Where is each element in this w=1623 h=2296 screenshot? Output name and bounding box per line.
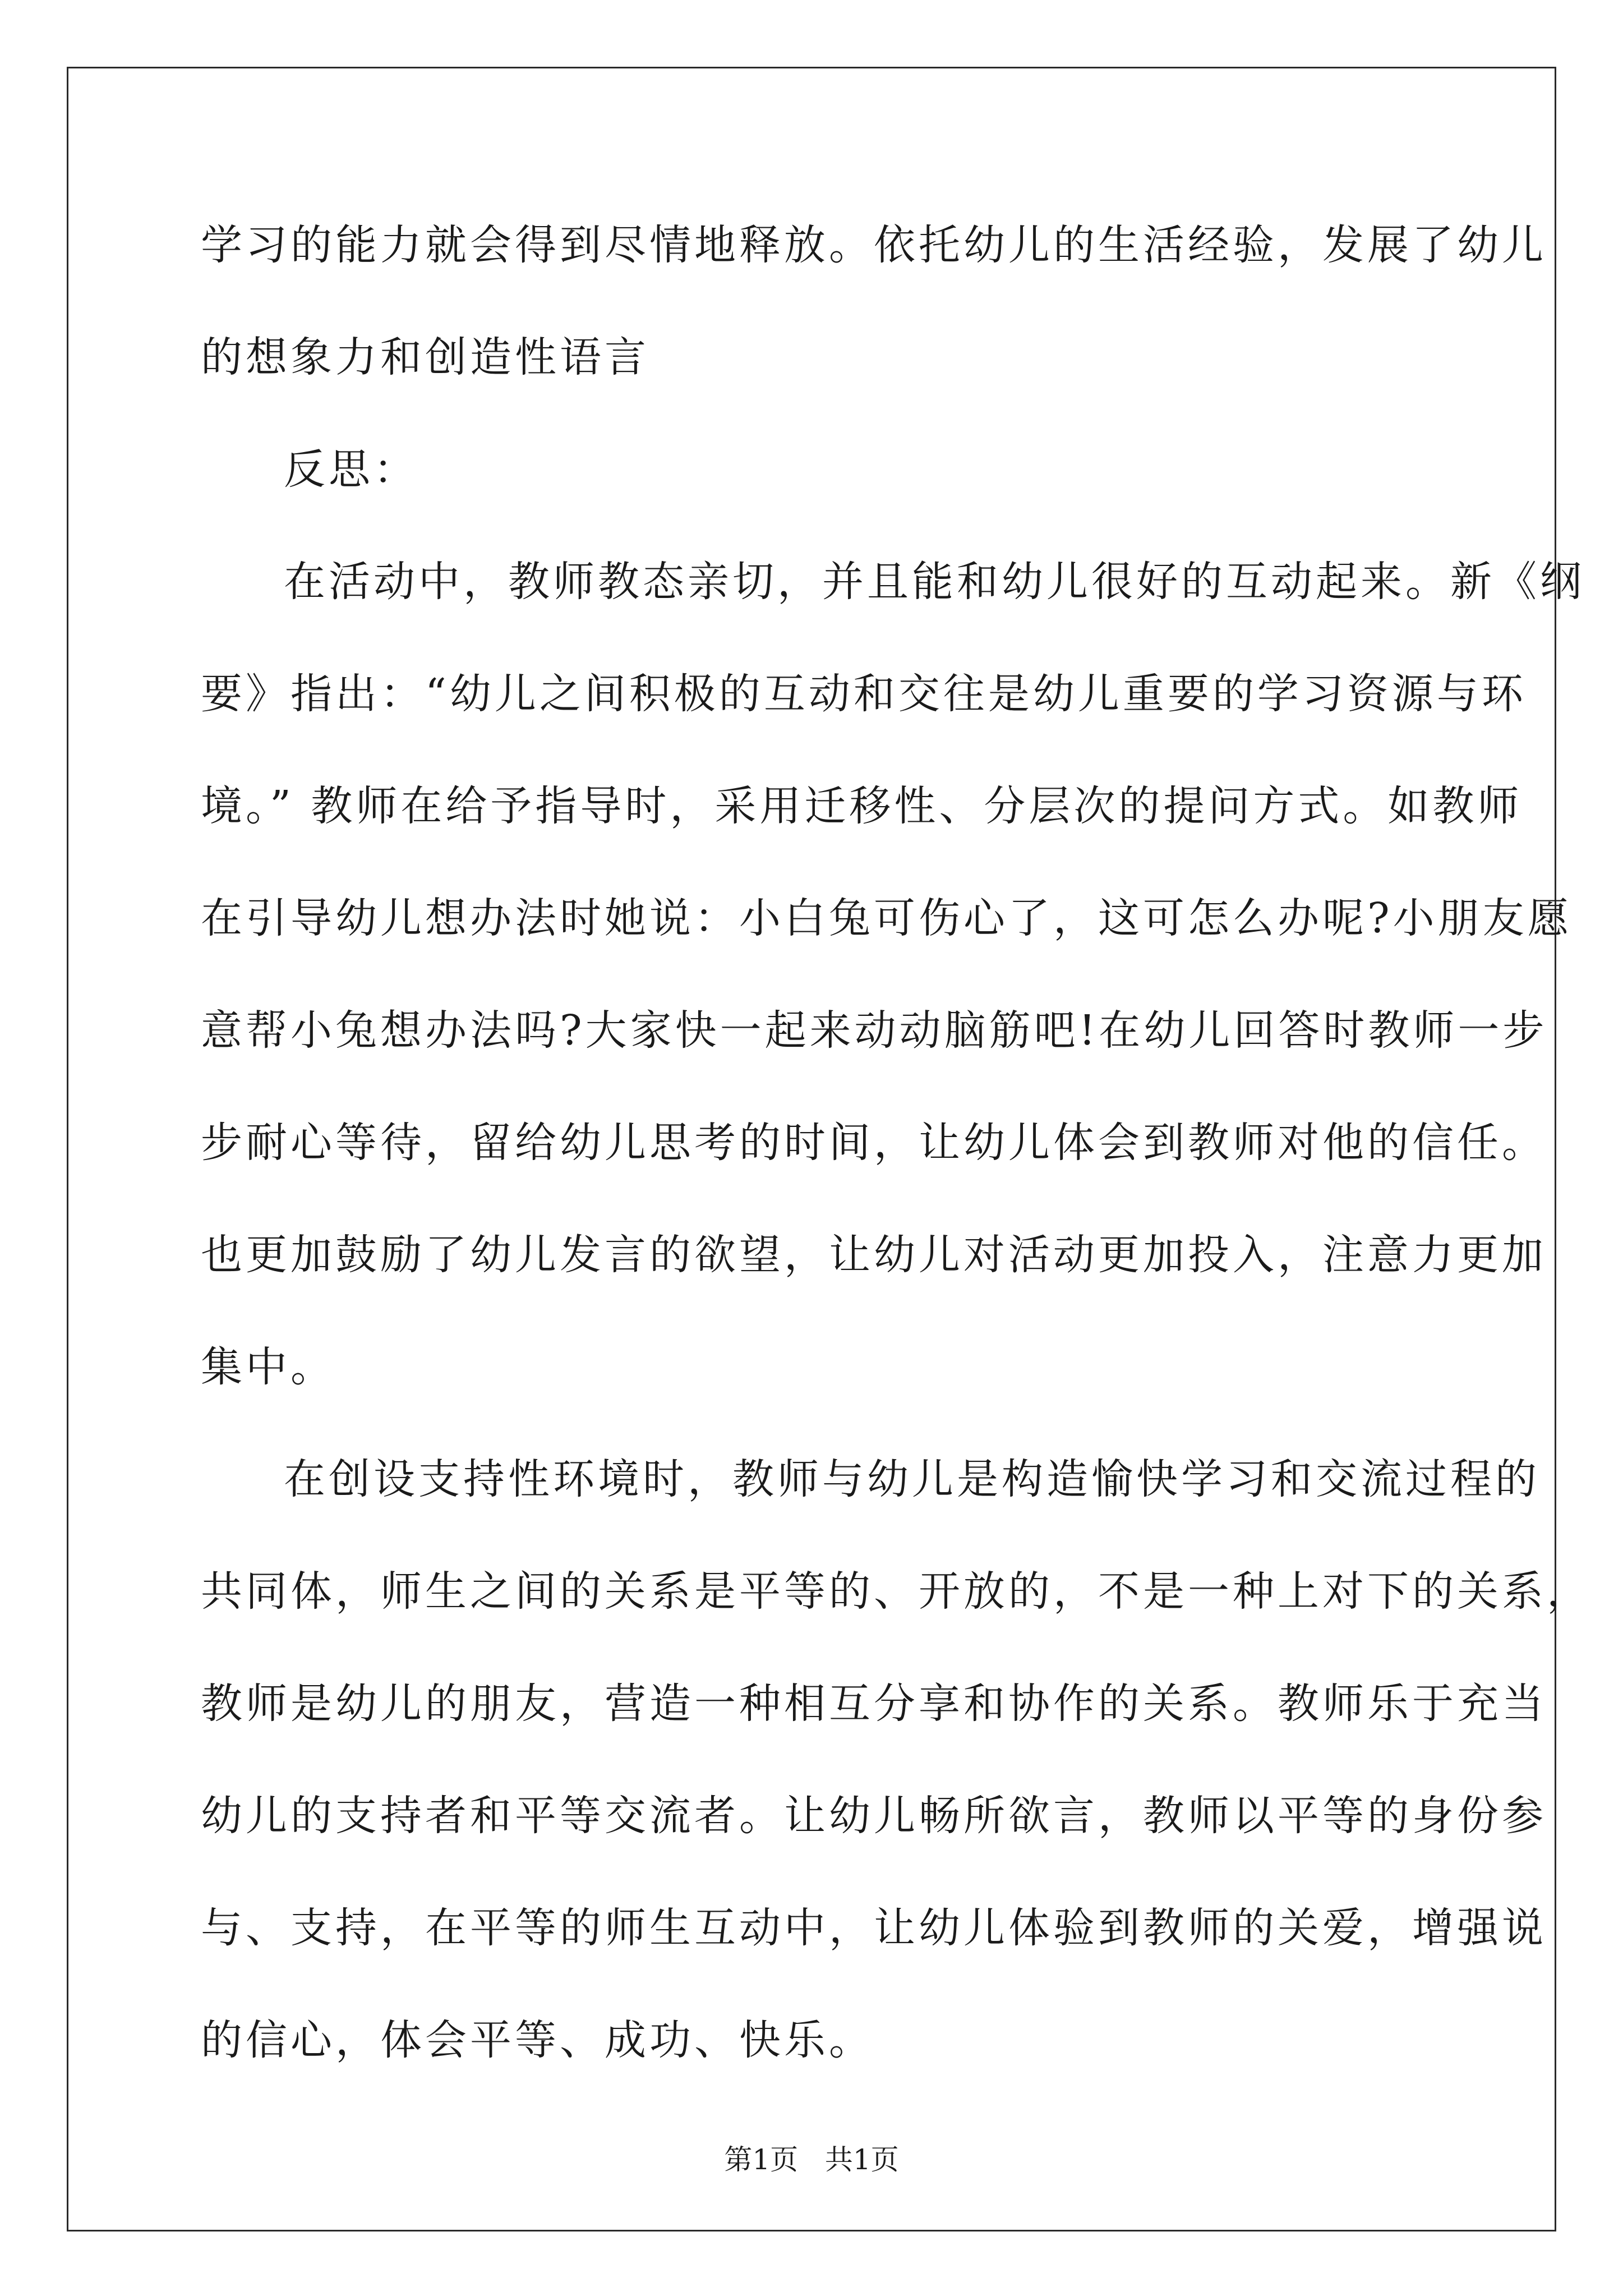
document-body: [201, 221, 1592, 2129]
text-line: 的信心，体会平等、成功、快乐。: [201, 2016, 874, 2064]
text-line: 要》指出：“幼儿之间积极的互动和交往是幼儿重要的学习资源与环: [201, 670, 1527, 718]
text-line: 与、支持，在平等的师生互动中，让幼儿体验到教师的关爱，增强说: [201, 1904, 1547, 1952]
text-line: 的想象力和创造性语言: [201, 333, 649, 381]
text-line: 在引导幼儿想办法时她说：小白兔可伤心了，这可怎么办呢?小朋友愿: [201, 894, 1573, 942]
text-line: 共同体，师生之间的关系是平等的、开放的，不是一种上对下的关系，: [201, 1567, 1592, 1616]
text-line: 境。” 教师在给予指导时，采用迁移性、分层次的提问方式。如教师: [201, 782, 1523, 830]
section-heading: 反思：: [284, 445, 418, 494]
text-line: 在创设支持性环境时，教师与幼儿是构造愉快学习和交流过程的: [284, 1455, 1540, 1503]
text-line: 教师是幼儿的朋友，营造一种相互分享和协作的关系。教师乐于充当: [201, 1680, 1547, 1728]
text-line: 集中。: [201, 1343, 335, 1391]
text-line: 幼儿的支持者和平等交流者。让幼儿畅所欲言，教师以平等的身份参: [201, 1792, 1547, 1840]
page-number: 第1页 共1页: [724, 2143, 899, 2176]
text-line: 意帮小兔想办法吗?大家快一起来动动脑筋吧!在幼儿回答时教师一步: [201, 1006, 1548, 1055]
text-line: 也更加鼓励了幼儿发言的欲望，让幼儿对活动更加投入，注意力更加: [201, 1231, 1547, 1279]
text-line: 学习的能力就会得到尽情地释放。依托幼儿的生活经验，发展了幼儿: [201, 221, 1547, 269]
text-line: 在活动中，教师教态亲切，并且能和幼儿很好的互动起来。新《纲: [284, 558, 1585, 606]
text-line: 步耐心等待，留给幼儿思考的时间，让幼儿体会到教师对他的信任。: [201, 1119, 1547, 1167]
